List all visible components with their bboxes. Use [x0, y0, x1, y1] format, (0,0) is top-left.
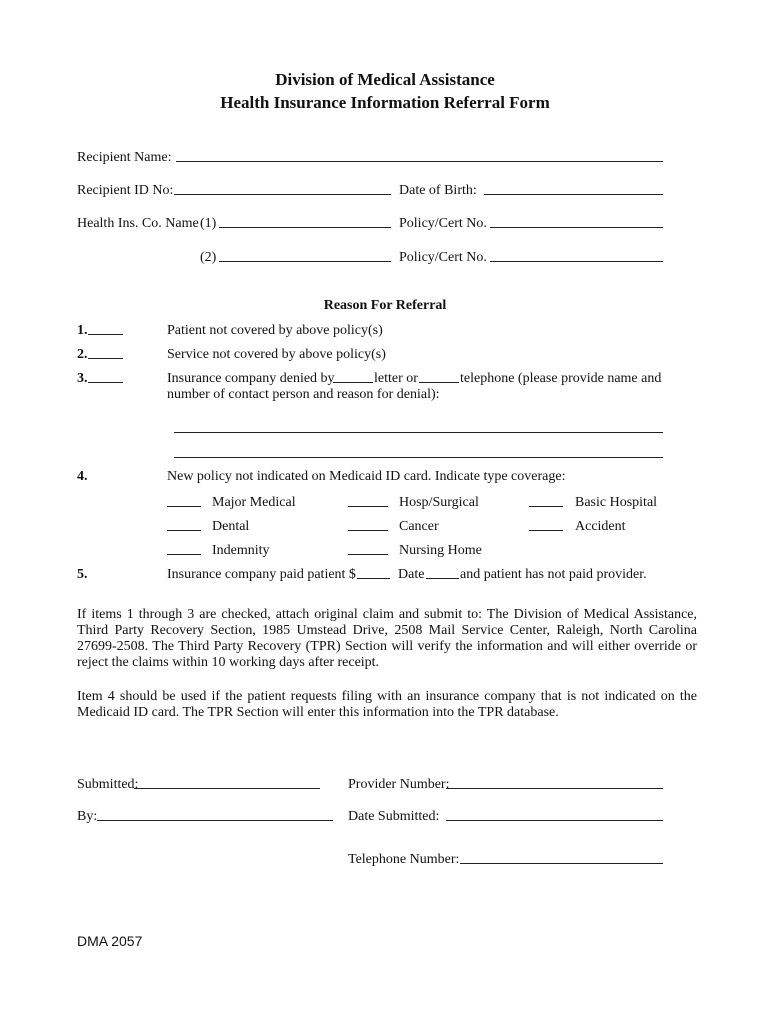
date-of-birth-field[interactable] [484, 194, 663, 195]
item-3-text-c: telephone (please provide name and [460, 371, 662, 386]
instructions-paragraph-1: If items 1 through 3 are checked, attach original claim and submit to: The Division of Medical Assistance, Third Party Recovery Section, 1985 Umstead Drive, 2508 Mail Service Center, Raleigh, North Carolina 27699-2508. The Third Party Recovery (TPR) Section will verify the information and will either override or reject the claims within 10 working days after receipt. [77, 607, 697, 670]
item-4-text: New policy not indicated on Medicaid ID card. Indicate type coverage: [167, 469, 566, 484]
item-3-text-d: number of contact person and reason for denial): [167, 387, 440, 402]
item-3-text-b: letter or [374, 371, 418, 386]
health-ins-co-1-field[interactable] [219, 227, 391, 228]
item-3-text-a: Insurance company denied by [167, 371, 335, 386]
item-1-checkbox-line[interactable] [88, 334, 123, 335]
health-ins-co-label: Health Ins. Co. Name [77, 216, 199, 231]
indemnity-label: Indemnity [212, 543, 270, 558]
submitted-field[interactable] [134, 788, 320, 789]
health-ins-co-2-marker: (2) [200, 250, 217, 265]
major-medical-label: Major Medical [212, 495, 296, 510]
submitted-label: Submitted: [77, 777, 139, 792]
basic-hospital-label: Basic Hospital [575, 495, 658, 510]
item-4-number: 4. [77, 469, 88, 484]
date-of-birth-label: Date of Birth: [399, 183, 477, 198]
item-3-checkbox-line[interactable] [88, 382, 123, 383]
date-submitted-label: Date Submitted: [348, 809, 440, 824]
provider-number-field[interactable] [446, 788, 663, 789]
recipient-id-field[interactable] [174, 194, 391, 195]
provider-number-label: Provider Number: [348, 777, 450, 792]
amount-paid-field[interactable] [357, 578, 390, 579]
denial-reason-line-1[interactable] [174, 432, 663, 433]
recipient-name-label: Recipient Name: [77, 150, 172, 165]
policy-cert-1-label: Policy/Cert No. [399, 216, 487, 231]
basic-hospital-checkbox-line[interactable] [529, 506, 563, 507]
cancer-label: Cancer [399, 519, 439, 534]
accident-checkbox-line[interactable] [529, 530, 563, 531]
date-submitted-field[interactable] [446, 820, 663, 821]
item-3-number: 3. [77, 371, 88, 386]
form-id: DMA 2057 [77, 933, 143, 949]
telephone-number-label: Telephone Number: [348, 852, 460, 867]
hosp-surgical-label: Hosp/Surgical [399, 495, 479, 510]
dental-label: Dental [212, 519, 250, 534]
item-3-telephone-field[interactable] [419, 382, 459, 383]
item-1-text: Patient not covered by above policy(s) [167, 323, 383, 338]
form-title-line2: Health Insurance Information Referral Form [220, 93, 550, 112]
item-2-number: 2. [77, 347, 88, 362]
recipient-name-field[interactable] [176, 161, 663, 162]
major-medical-checkbox-line[interactable] [167, 506, 201, 507]
accident-label: Accident [575, 519, 626, 534]
instructions-paragraph-2: Item 4 should be used if the patient requests filing with an insurance company that is not indicated on the Medicaid ID card. The TPR Section will enter this information into the TPR database. [77, 689, 697, 720]
cancer-checkbox-line[interactable] [348, 530, 388, 531]
item-3-letter-field[interactable] [333, 382, 373, 383]
health-ins-co-2-field[interactable] [219, 261, 391, 262]
by-field[interactable] [97, 820, 333, 821]
dental-checkbox-line[interactable] [167, 530, 201, 531]
policy-cert-1-field[interactable] [490, 227, 663, 228]
item-2-checkbox-line[interactable] [88, 358, 123, 359]
policy-cert-2-field[interactable] [490, 261, 663, 262]
by-label: By: [77, 809, 98, 824]
reason-heading: Reason For Referral [323, 298, 447, 313]
date-paid-field[interactable] [426, 578, 459, 579]
nursing-home-label: Nursing Home [399, 543, 482, 558]
item-5-number: 5. [77, 567, 88, 582]
health-ins-co-1-marker: (1) [200, 216, 217, 231]
denial-reason-line-2[interactable] [174, 457, 663, 458]
policy-cert-2-label: Policy/Cert No. [399, 250, 487, 265]
item-1-number: 1. [77, 323, 88, 338]
form-title-line1: Division of Medical Assistance [275, 70, 495, 89]
item-2-text: Service not covered by above policy(s) [167, 347, 386, 362]
nursing-home-checkbox-line[interactable] [348, 554, 388, 555]
item-5-text-c: and patient has not paid provider. [460, 567, 647, 582]
item-5-text-b: Date [398, 567, 425, 582]
indemnity-checkbox-line[interactable] [167, 554, 201, 555]
hosp-surgical-checkbox-line[interactable] [348, 506, 388, 507]
recipient-id-label: Recipient ID No: [77, 183, 174, 198]
item-5-text-a: Insurance company paid patient $ [167, 567, 356, 582]
telephone-number-field[interactable] [460, 863, 663, 864]
